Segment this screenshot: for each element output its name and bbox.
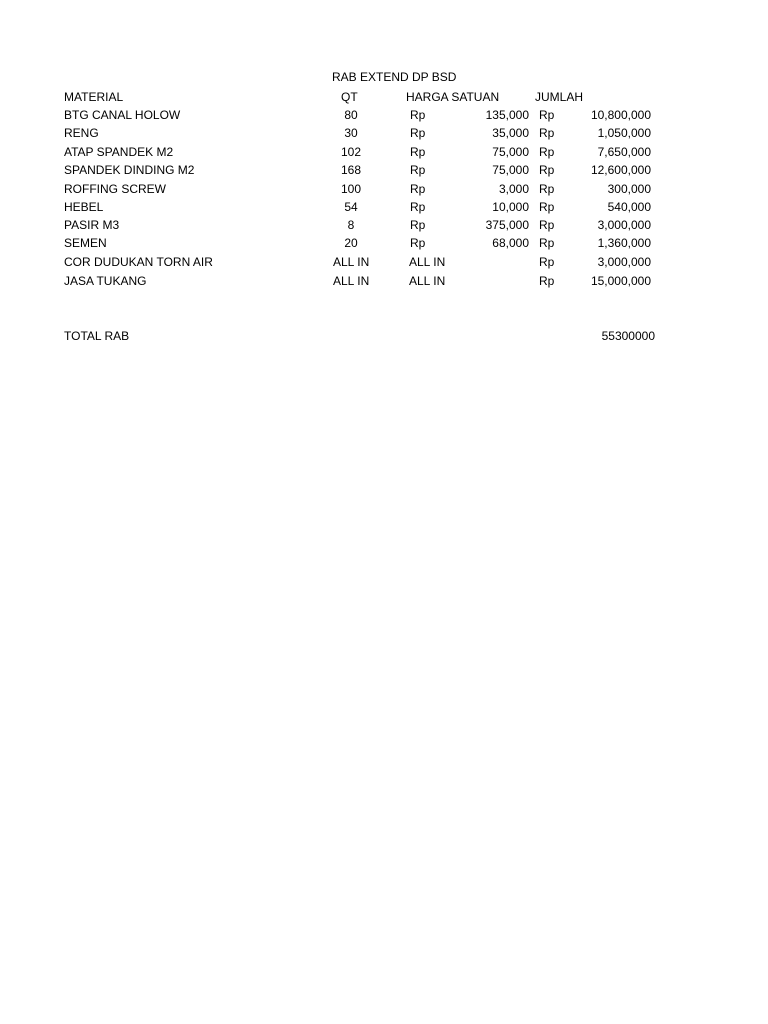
material-cell: SPANDEK DINDING M2 <box>64 163 195 177</box>
harga-cell: ALL IN <box>409 255 446 269</box>
jumlah-cell: 1,360,000 <box>597 236 651 250</box>
currency-label: Rp <box>539 255 555 269</box>
harga-cell: 75,000 <box>492 145 529 159</box>
jumlah-cell: 7,650,000 <box>597 145 651 159</box>
table-row <box>0 180 768 198</box>
currency-label: Rp <box>410 200 426 214</box>
qt-cell: ALL IN <box>333 274 370 288</box>
harga-cell: 375,000 <box>485 218 529 232</box>
qt-cell: 20 <box>344 236 358 250</box>
material-cell: JASA TUKANG <box>64 274 147 288</box>
jumlah-cell: 300,000 <box>607 182 651 196</box>
table-row <box>0 106 768 124</box>
jumlah-cell: 3,000,000 <box>597 255 651 269</box>
total-row <box>0 327 768 345</box>
header-row <box>0 88 768 106</box>
jumlah-cell: 3,000,000 <box>597 218 651 232</box>
qt-cell: 30 <box>344 126 358 140</box>
currency-label: Rp <box>539 218 555 232</box>
material-cell: RENG <box>64 126 99 140</box>
currency-label: Rp <box>539 274 555 288</box>
qt-cell: 8 <box>347 218 355 232</box>
harga-cell: ALL IN <box>409 274 446 288</box>
header-qt: QT <box>341 90 358 104</box>
jumlah-cell: 540,000 <box>607 200 651 214</box>
currency-label: Rp <box>410 126 426 140</box>
currency-label: Rp <box>539 108 555 122</box>
qt-cell: ALL IN <box>333 255 370 269</box>
material-cell: PASIR M3 <box>64 218 120 232</box>
header-material: MATERIAL <box>64 90 124 104</box>
material-cell: HEBEL <box>64 200 104 214</box>
currency-label: Rp <box>410 163 426 177</box>
qt-cell: 54 <box>344 200 358 214</box>
table-row <box>0 161 768 179</box>
harga-cell: 75,000 <box>492 163 529 177</box>
table-row <box>0 198 768 216</box>
qt-cell: 102 <box>340 145 362 159</box>
table-row <box>0 253 768 271</box>
qt-cell: 168 <box>340 163 362 177</box>
jumlah-cell: 12,600,000 <box>590 163 651 177</box>
table-row <box>0 234 768 252</box>
material-cell: ATAP SPANDEK M2 <box>64 145 174 159</box>
currency-label: Rp <box>410 108 426 122</box>
jumlah-cell: 1,050,000 <box>597 126 651 140</box>
currency-label: Rp <box>539 163 555 177</box>
currency-label: Rp <box>539 126 555 140</box>
table-row <box>0 216 768 234</box>
material-cell: BTG CANAL HOLOW <box>64 108 181 122</box>
jumlah-cell: 10,800,000 <box>590 108 651 122</box>
harga-cell: 10,000 <box>492 200 529 214</box>
table-row <box>0 124 768 142</box>
header-jumlah: JUMLAH <box>535 90 584 104</box>
table-row <box>0 272 768 290</box>
jumlah-cell: 15,000,000 <box>590 274 651 288</box>
currency-label: Rp <box>539 145 555 159</box>
currency-label: Rp <box>539 182 555 196</box>
currency-label: Rp <box>410 182 426 196</box>
currency-label: Rp <box>410 218 426 232</box>
material-cell: ROFFING SCREW <box>64 182 166 196</box>
harga-cell: 135,000 <box>485 108 529 122</box>
harga-cell: 35,000 <box>492 126 529 140</box>
currency-label: Rp <box>410 145 426 159</box>
total-label: TOTAL RAB <box>64 329 130 343</box>
currency-label: Rp <box>539 236 555 250</box>
currency-label: Rp <box>410 236 426 250</box>
sheet-title: RAB EXTEND DP BSD <box>332 70 457 84</box>
material-cell: SEMEN <box>64 236 107 250</box>
harga-cell: 3,000 <box>498 182 529 196</box>
table-row <box>0 143 768 161</box>
qt-cell: 100 <box>340 182 362 196</box>
harga-cell: 68,000 <box>492 236 529 250</box>
total-value: 55300000 <box>601 329 655 343</box>
header-harga-satuan: HARGA SATUAN <box>406 90 500 104</box>
material-cell: COR DUDUKAN TORN AIR <box>64 255 213 269</box>
currency-label: Rp <box>539 200 555 214</box>
qt-cell: 80 <box>344 108 358 122</box>
